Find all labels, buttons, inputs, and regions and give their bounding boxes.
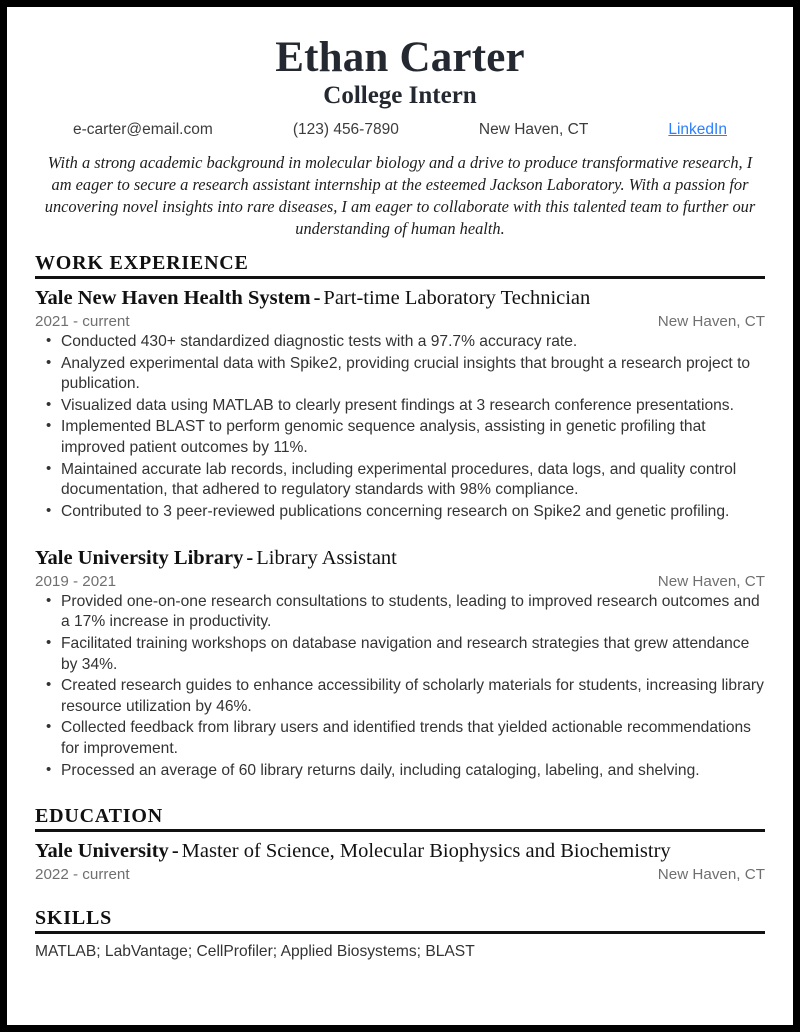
education-entry-title bbox=[35, 839, 765, 865]
bullet-item: • Visualized data using MATLAB to clearly present findings at 3 research conference presentations. bbox=[35, 396, 765, 417]
bullet-item: • Facilitated training workshops on database navigation and research strategies that grew attendance by 34%. bbox=[35, 634, 765, 675]
section-heading-education: EDUCATION bbox=[35, 805, 163, 828]
work-entry-meta bbox=[35, 313, 765, 330]
work-entry-bullets bbox=[35, 592, 765, 781]
work-entry-location: New Haven, CT bbox=[657, 313, 765, 331]
work-entry bbox=[35, 546, 765, 781]
bullet-item: • Implemented BLAST to perform genomic sequence analysis, assisting in genetic profiling that improved patient outcomes by 11%. bbox=[35, 417, 765, 458]
section-divider bbox=[35, 829, 765, 832]
section-heading-skills: SKILLS bbox=[35, 906, 113, 929]
work-entry-meta bbox=[35, 573, 765, 590]
work-entry-role: Library Assistant bbox=[256, 547, 397, 570]
bullet-item: • Conducted 430+ standardized diagnostic tests with a 97.7% accuracy rate. bbox=[35, 332, 765, 353]
bullet-item: • Created research guides to enhance accessibility of scholarly materials for students, increasing library resource utilization by 46%. bbox=[35, 676, 765, 717]
entry-spacer bbox=[35, 528, 765, 546]
professional-summary: With a strong academic background in molecular biology and a drive to produce transformative research, I am eager to secure a research assistant internship at the esteemed Jackson Laboratory. With a passion for uncovering novel insights into rare diseases, I am eager to collaborate with this talented team to further our understanding of human health. bbox=[44, 152, 756, 239]
work-entry-title bbox=[35, 546, 765, 572]
bullet-item: • Analyzed experimental data with Spike2, providing crucial insights that brought a research project to publication. bbox=[35, 354, 765, 395]
contact-location: New Haven, CT bbox=[478, 120, 589, 138]
work-entry-title bbox=[35, 286, 765, 312]
skills-list: MATLAB; LabVantage; CellProfiler; Applied Biosystems; BLAST bbox=[35, 942, 475, 960]
section-spacer bbox=[35, 787, 765, 805]
resume-page bbox=[7, 7, 793, 1025]
education-entry-dates: 2022 - current bbox=[35, 865, 130, 883]
section-divider bbox=[35, 931, 765, 934]
section-heading-work: WORK EXPERIENCE bbox=[35, 252, 249, 275]
work-entry bbox=[35, 286, 765, 522]
education-entry-degree: Master of Science, Molecular Biophysics and Biochemistry bbox=[181, 840, 671, 863]
work-entry-role: Part-time Laboratory Technician bbox=[323, 287, 591, 310]
work-entry-dates: 2019 - 2021 bbox=[35, 572, 117, 590]
contact-phone: (123) 456-7890 bbox=[292, 120, 399, 138]
section-work-experience bbox=[35, 252, 765, 781]
education-entry bbox=[35, 839, 765, 883]
education-entry-location: New Haven, CT bbox=[657, 865, 765, 883]
candidate-name: Ethan Carter bbox=[275, 34, 525, 81]
section-education bbox=[35, 805, 765, 883]
bullet-item: • Contributed to 3 peer-reviewed publications concerning research on Spike2 and genetic profiling. bbox=[35, 502, 765, 523]
section-divider bbox=[35, 276, 765, 279]
contact-email[interactable]: e-carter@email.com bbox=[73, 120, 213, 138]
section-skills bbox=[35, 907, 765, 962]
work-entry-bullets bbox=[35, 332, 765, 522]
education-entry-meta bbox=[35, 866, 765, 883]
bullet-item: • Maintained accurate lab records, including experimental procedures, data logs, and quality control documentation, that adhered to regulatory standards with 98% compliance. bbox=[35, 460, 765, 501]
work-entry-dates: 2021 - current bbox=[35, 313, 130, 331]
work-entry-separator: - bbox=[313, 287, 321, 310]
bullet-item: • Collected feedback from library users and identified trends that yielded actionable recommendations for improvement. bbox=[35, 718, 765, 759]
work-entry-organization: Yale New Haven Health System bbox=[35, 287, 311, 310]
work-entry-separator: - bbox=[246, 547, 254, 570]
education-entry-organization: Yale University bbox=[35, 840, 169, 863]
work-entry-organization: Yale University Library bbox=[35, 547, 244, 570]
linkedin-link[interactable]: LinkedIn bbox=[668, 120, 727, 138]
contact-row bbox=[35, 121, 765, 139]
section-spacer bbox=[35, 889, 765, 907]
bullet-item: • Provided one-on-one research consultations to students, leading to improved research outcomes and a 17% increase in productivity. bbox=[35, 592, 765, 633]
bullet-item: • Processed an average of 60 library returns daily, including cataloging, labeling, and shelving. bbox=[35, 761, 765, 782]
education-entry-separator: - bbox=[171, 840, 179, 863]
resume-header bbox=[35, 35, 765, 139]
candidate-job-title: College Intern bbox=[323, 82, 477, 110]
work-entry-location: New Haven, CT bbox=[657, 572, 765, 590]
